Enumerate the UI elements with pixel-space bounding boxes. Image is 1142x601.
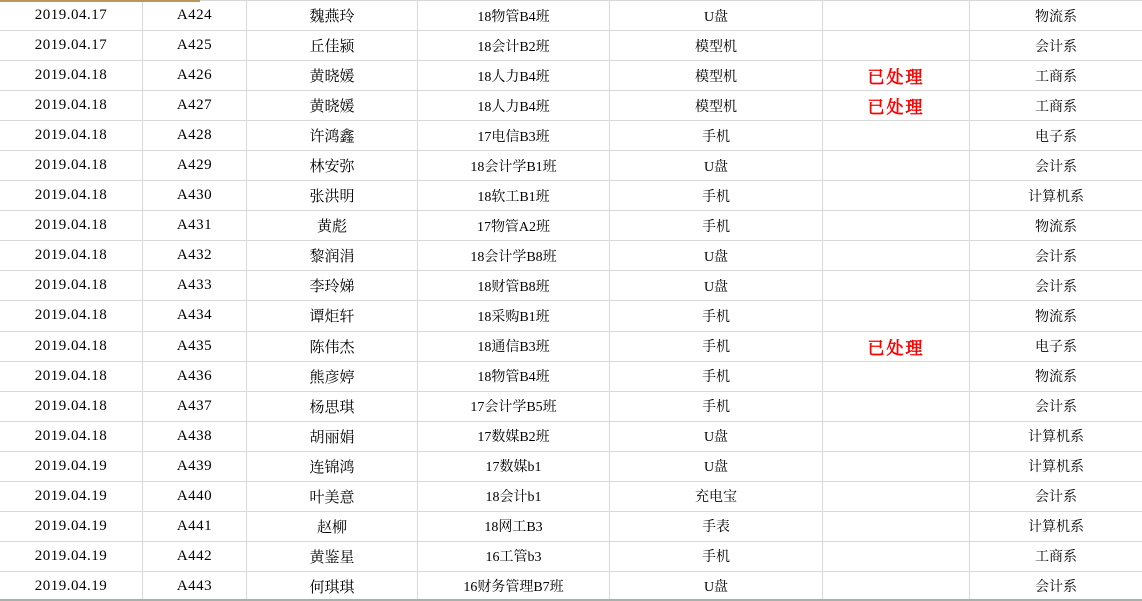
cell-department[interactable]: 物流系 (1035, 370, 1077, 386)
cell-date[interactable]: 2019.04.18 (0, 121, 143, 150)
cell-item[interactable]: U盘 (610, 271, 823, 300)
cell-name[interactable]: 黄彪 (247, 211, 418, 240)
cell-name[interactable]: 黄晓媛 (247, 61, 418, 90)
cell-class[interactable]: 18会计B2班 (418, 31, 610, 60)
cell-item[interactable]: U盘 (610, 452, 823, 481)
cell-department[interactable]: 物流系 (1035, 9, 1077, 25)
cell-department[interactable]: 会计系 (1035, 279, 1077, 295)
cell-status[interactable] (823, 271, 970, 300)
cell-class[interactable]: 18会计学B8班 (418, 241, 610, 270)
table-row (0, 241, 1142, 271)
cell-id[interactable]: A443 (143, 572, 247, 601)
cell-department[interactable]: 工商系 (1035, 99, 1077, 115)
cell-id[interactable]: A426 (143, 61, 247, 90)
cell-id[interactable]: A432 (143, 241, 247, 270)
cell-date[interactable]: 2019.04.18 (0, 362, 143, 391)
cell-class[interactable]: 17电信B3班 (418, 121, 610, 150)
cell-id[interactable]: A439 (143, 452, 247, 481)
table-row (0, 392, 1142, 422)
cell-item[interactable]: 手机 (610, 121, 823, 150)
cell-department[interactable]: 电子系 (1035, 129, 1077, 145)
table-body (0, 1, 1142, 601)
cell-status[interactable] (823, 1, 970, 30)
cell-name[interactable]: 何琪琪 (247, 572, 418, 601)
cell-name[interactable]: 林安弥 (247, 151, 418, 180)
table-row (0, 211, 1142, 241)
cell-status[interactable] (823, 121, 970, 150)
cell-name[interactable]: 谭炬轩 (247, 301, 418, 330)
cell-status[interactable] (823, 211, 970, 240)
cell-status[interactable]: 已处理 (823, 91, 970, 120)
table-row (0, 422, 1142, 452)
cell-status[interactable] (823, 452, 970, 481)
cell-date[interactable]: 2019.04.19 (0, 572, 143, 601)
table-row (0, 1, 1142, 31)
cell-class[interactable]: 17物管A2班 (418, 211, 610, 240)
cell-name[interactable]: 陈伟杰 (247, 332, 418, 361)
cell-department[interactable]: 电子系 (1035, 340, 1077, 356)
cell-department[interactable]: 会计系 (1035, 490, 1077, 506)
cell-department[interactable]: 会计系 (1035, 39, 1077, 55)
cell-class[interactable]: 17数媒B2班 (418, 422, 610, 451)
cell-date[interactable]: 2019.04.19 (0, 542, 143, 571)
cell-id[interactable]: A431 (143, 211, 247, 240)
cell-id[interactable]: A436 (143, 362, 247, 391)
cell-name[interactable]: 丘佳颍 (247, 31, 418, 60)
cell-id[interactable]: A433 (143, 271, 247, 300)
cell-department[interactable]: 计算机系 (1028, 430, 1084, 446)
cell-date[interactable]: 2019.04.18 (0, 181, 143, 210)
cell-name[interactable]: 叶美意 (247, 482, 418, 511)
cell-item[interactable]: U盘 (610, 572, 823, 601)
cell-name[interactable]: 许鸿鑫 (247, 121, 418, 150)
cell-class[interactable]: 18会计b1 (418, 482, 610, 511)
cell-name[interactable]: 杨思琪 (247, 392, 418, 421)
cell-status[interactable] (823, 482, 970, 511)
cell-id[interactable]: A437 (143, 392, 247, 421)
cell-class[interactable]: 16财务管理B7班 (418, 572, 610, 601)
cell-item[interactable]: 模型机 (610, 61, 823, 90)
cell-class[interactable]: 18物管B4班 (418, 1, 610, 30)
cell-class[interactable]: 18采购B1班 (418, 301, 610, 330)
cell-class[interactable]: 18人力B4班 (418, 61, 610, 90)
cell-date[interactable]: 2019.04.17 (0, 31, 143, 60)
cell-date[interactable]: 2019.04.18 (0, 241, 143, 270)
cell-date[interactable]: 2019.04.18 (0, 271, 143, 300)
cell-class[interactable]: 17数媒b1 (418, 452, 610, 481)
cell-date[interactable]: 2019.04.18 (0, 211, 143, 240)
cell-date[interactable]: 2019.04.18 (0, 91, 143, 120)
cell-department[interactable]: 物流系 (1035, 219, 1077, 235)
cell-id[interactable]: A424 (143, 1, 247, 30)
cell-date[interactable]: 2019.04.18 (0, 301, 143, 330)
cell-status[interactable]: 已处理 (823, 332, 970, 361)
cell-class[interactable]: 18网工B3 (418, 512, 610, 541)
cell-status[interactable]: 已处理 (823, 61, 970, 90)
cell-department[interactable]: 工商系 (1035, 550, 1077, 566)
cell-department[interactable]: 会计系 (1035, 400, 1077, 416)
cell-item[interactable]: 手机 (610, 211, 823, 240)
cell-item[interactable]: U盘 (610, 241, 823, 270)
cell-department[interactable]: 计算机系 (1028, 520, 1084, 536)
table-row (0, 362, 1142, 392)
cell-item[interactable]: 充电宝 (610, 482, 823, 511)
cell-name[interactable]: 魏燕玲 (247, 1, 418, 30)
cell-class[interactable]: 18财管B8班 (418, 271, 610, 300)
cell-name[interactable]: 黄鉴星 (247, 542, 418, 571)
cell-class[interactable]: 18物管B4班 (418, 362, 610, 391)
cell-status[interactable] (823, 512, 970, 541)
cell-status[interactable] (823, 362, 970, 391)
cell-item[interactable]: U盘 (610, 151, 823, 180)
cell-class[interactable]: 18软工B1班 (418, 181, 610, 210)
cell-name[interactable]: 熊彦婷 (247, 362, 418, 391)
cell-status[interactable] (823, 392, 970, 421)
cell-name[interactable]: 黎润涓 (247, 241, 418, 270)
table-row (0, 271, 1142, 301)
cell-class[interactable]: 16工管b3 (418, 542, 610, 571)
cell-id[interactable]: A438 (143, 422, 247, 451)
cell-department[interactable]: 物流系 (1035, 309, 1077, 325)
cell-status[interactable] (823, 31, 970, 60)
cell-item[interactable]: 手机 (610, 181, 823, 210)
cell-date[interactable]: 2019.04.19 (0, 482, 143, 511)
table-row (0, 181, 1142, 211)
table-row (0, 542, 1142, 572)
cell-item[interactable]: 手机 (610, 392, 823, 421)
cell-id[interactable]: A435 (143, 332, 247, 361)
cell-status[interactable] (823, 542, 970, 571)
cell-date[interactable]: 2019.04.18 (0, 332, 143, 361)
cell-name[interactable]: 黄晓媛 (247, 91, 418, 120)
cell-id[interactable]: A429 (143, 151, 247, 180)
table-row (0, 151, 1142, 181)
cell-department[interactable]: 会计系 (1035, 159, 1077, 175)
table-row (0, 301, 1142, 331)
cell-selection-accent-border (0, 0, 200, 2)
cell-department[interactable]: 工商系 (1035, 69, 1077, 85)
cell-item[interactable]: U盘 (610, 422, 823, 451)
cell-item[interactable]: 手机 (610, 542, 823, 571)
cell-date[interactable]: 2019.04.19 (0, 512, 143, 541)
cell-status[interactable] (823, 301, 970, 330)
cell-item[interactable]: 手机 (610, 301, 823, 330)
cell-class[interactable]: 18会计学B1班 (418, 151, 610, 180)
cell-item[interactable]: 模型机 (610, 31, 823, 60)
cell-date[interactable]: 2019.04.17 (0, 1, 143, 30)
cell-id[interactable]: A441 (143, 512, 247, 541)
cell-name[interactable]: 连锦鸿 (247, 452, 418, 481)
table-row (0, 91, 1142, 121)
cell-id[interactable]: A425 (143, 31, 247, 60)
cell-id[interactable]: A434 (143, 301, 247, 330)
cell-date[interactable]: 2019.04.18 (0, 422, 143, 451)
cell-status[interactable] (823, 181, 970, 210)
cell-name[interactable]: 张洪明 (247, 181, 418, 210)
cell-department[interactable]: 会计系 (1035, 249, 1077, 265)
cell-id[interactable]: A427 (143, 91, 247, 120)
cell-id[interactable]: A442 (143, 542, 247, 571)
table-row (0, 332, 1142, 362)
cell-name[interactable]: 胡丽娟 (247, 422, 418, 451)
cell-status[interactable] (823, 422, 970, 451)
table-row (0, 452, 1142, 482)
cell-class[interactable]: 18人力B4班 (418, 91, 610, 120)
cell-name[interactable]: 赵柳 (247, 512, 418, 541)
cell-date[interactable]: 2019.04.18 (0, 392, 143, 421)
cell-status[interactable] (823, 241, 970, 270)
cell-item[interactable]: 手表 (610, 512, 823, 541)
table-row (0, 482, 1142, 512)
cell-name[interactable]: 李玲娣 (247, 271, 418, 300)
cell-date[interactable]: 2019.04.19 (0, 452, 143, 481)
cell-id[interactable]: A428 (143, 121, 247, 150)
table-row (0, 121, 1142, 151)
cell-department[interactable]: 计算机系 (1028, 189, 1084, 205)
cell-id[interactable]: A430 (143, 181, 247, 210)
cell-status[interactable] (823, 572, 970, 601)
cell-date[interactable]: 2019.04.18 (0, 61, 143, 90)
cell-item[interactable]: 手机 (610, 332, 823, 361)
cell-item[interactable]: U盘 (610, 1, 823, 30)
cell-item[interactable]: 模型机 (610, 91, 823, 120)
cell-status[interactable] (823, 151, 970, 180)
table-row (0, 512, 1142, 542)
cell-id[interactable]: A440 (143, 482, 247, 511)
table-row (0, 31, 1142, 61)
table-row (0, 572, 1142, 601)
cell-class[interactable]: 17会计学B5班 (418, 392, 610, 421)
cell-item[interactable]: 手机 (610, 362, 823, 391)
cell-department[interactable]: 会计系 (1035, 580, 1077, 596)
cell-class[interactable]: 18通信B3班 (418, 332, 610, 361)
cell-department[interactable]: 计算机系 (1028, 460, 1084, 476)
table-row (0, 61, 1142, 91)
cell-date[interactable]: 2019.04.18 (0, 151, 143, 180)
